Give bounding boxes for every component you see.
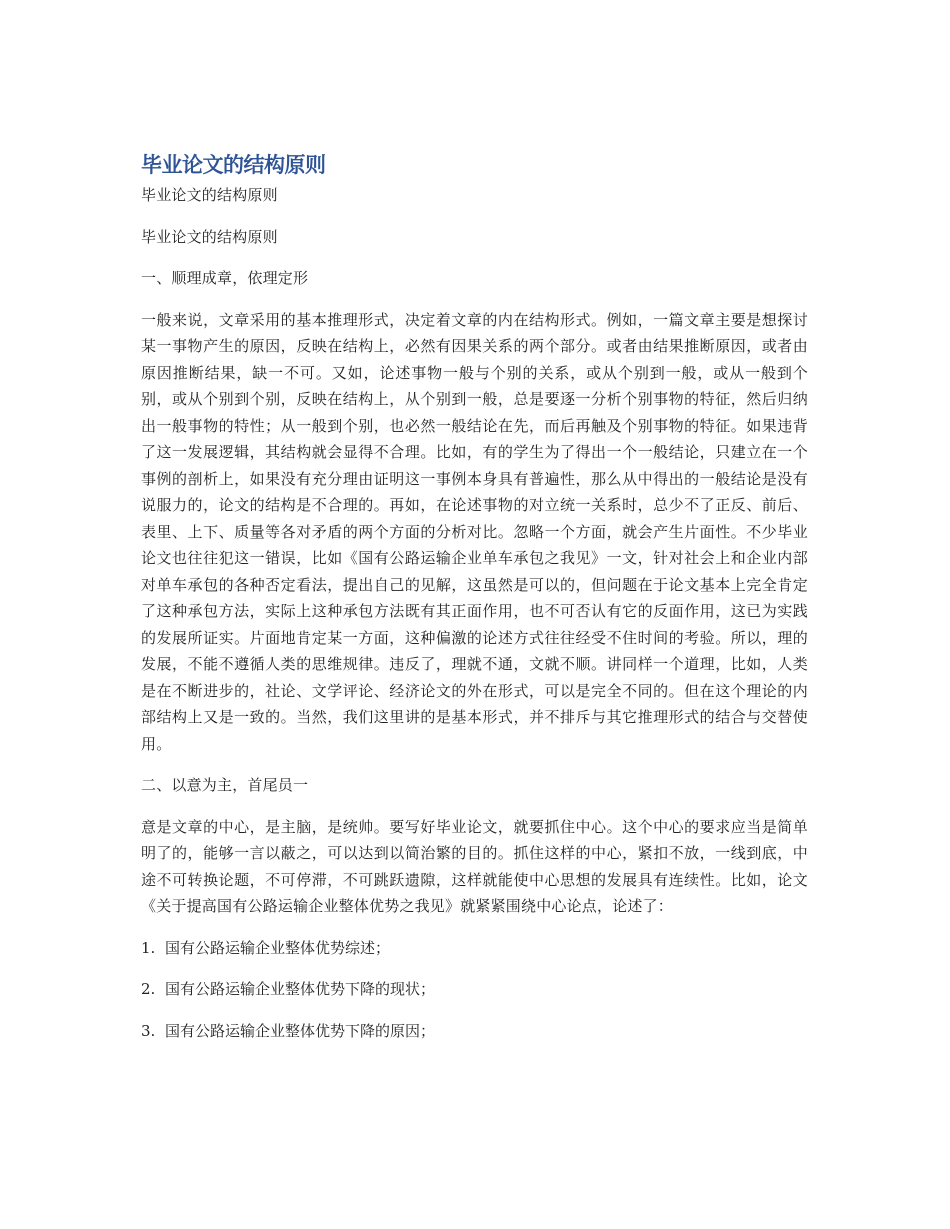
document-page [141,148,808,1044]
document-subtitle: 毕业论文的结构原则 [141,186,278,204]
section-heading: 二、以意为主，首尾员一 [141,776,309,794]
section-paragraph: 一般来说，文章采用的基本推理形式，决定着文章的内在结构形式。例如，一篇文章主要是想探讨某一事物产生的原因，反映在结构上，必然有因果关系的两个部分。或者由结果推断原因，或者由原因推断结果，缺一不可。又如，论述事物一般与个别的关系，或从个别到一般，或从一般到个别，或从个别到个别，反映在结构上，从个别到一般，总是要逐一分析个别事物的特征，然后归纳出一般事物的特性；从一般到个别，也必然一般结论在先，而后再触及个别事物的特征。如果违背了这一发展逻辑，其结构就会显得不合理。比如，有的学生为了得出一个一般结论，只建立在一个事例的剖析上，如果没有充分理由证明这一事例本身具有普遍性，那么从中得出的一般结论是没有说服力的，论文的结构是不合理的。再如，在论述事物的对立统一关系时，总少不了正反、前后、表里、上下、质量等各对矛盾的两个方面的分析对比。忽略一个方面，就会产生片面性。不少毕业论文也往往犯这一错误，比如《国有公路运输企业单车承包之我见》一文，针对社会上和企业内部对单车承包的各种否定看法，提出自己的见解，这虽然是可以的，但问题在于论文基本上完全肯定了这种承包方法，实际上这种承包方法既有其正面作用，也不可否认有它的反面作用，这已为实践的发展所证实。片面地肯定某一方面，这种偏激的论述方式往往经受不住时间的考验。所以，理的发展，不能不遵循人类的思维规律。违反了，理就不通，文就不顺。讲同样一个道理，比如，人类是在不断进步的，社论、文学评论、经济论文的外在形式，可以是完全不同的。但在这个理论的内部结构上又是一致的。当然，我们这里讲的是基本形式，并不排斥与其它推理形式的结合与交替使用。 [141,310,808,753]
list-text: 国有公路运输企业整体优势综述； [165,938,391,957]
list-item [141,1018,808,1045]
numbered-list [141,935,808,1045]
list-number: 3. [141,1021,156,1040]
list-item [141,976,808,1003]
list-text: 国有公路运输企业整体优势下降的现状； [165,980,436,998]
document-subtitle: 毕业论文的结构原则 [141,227,278,246]
list-item [141,935,808,962]
list-text: 国有公路运输企业整体优势下降的原因； [165,1021,436,1040]
section-paragraph: 意是文章的中心，是主脑，是统帅。要写好毕业论文，就要抓住中心。这个中心的要求应当是简单明了的，能够一言以蔽之，可以达到以简治繁的目的。抓住这样的中心，紧扣不放，一线到底，中途不可转换论题，不可停滞，不可跳跃遗隙，这样就能使中心思想的发展具有连续性。比如，论文《关于提高国有公路运输企业整体优势之我见》就紧紧围绕中心论点，论述了： [141,817,808,915]
list-number: 2. [141,980,156,998]
list-number: 1. [141,938,156,957]
document-title: 毕业论文的结构原则 [141,153,326,177]
section-heading: 一、顺理成章，依理定形 [141,269,309,287]
